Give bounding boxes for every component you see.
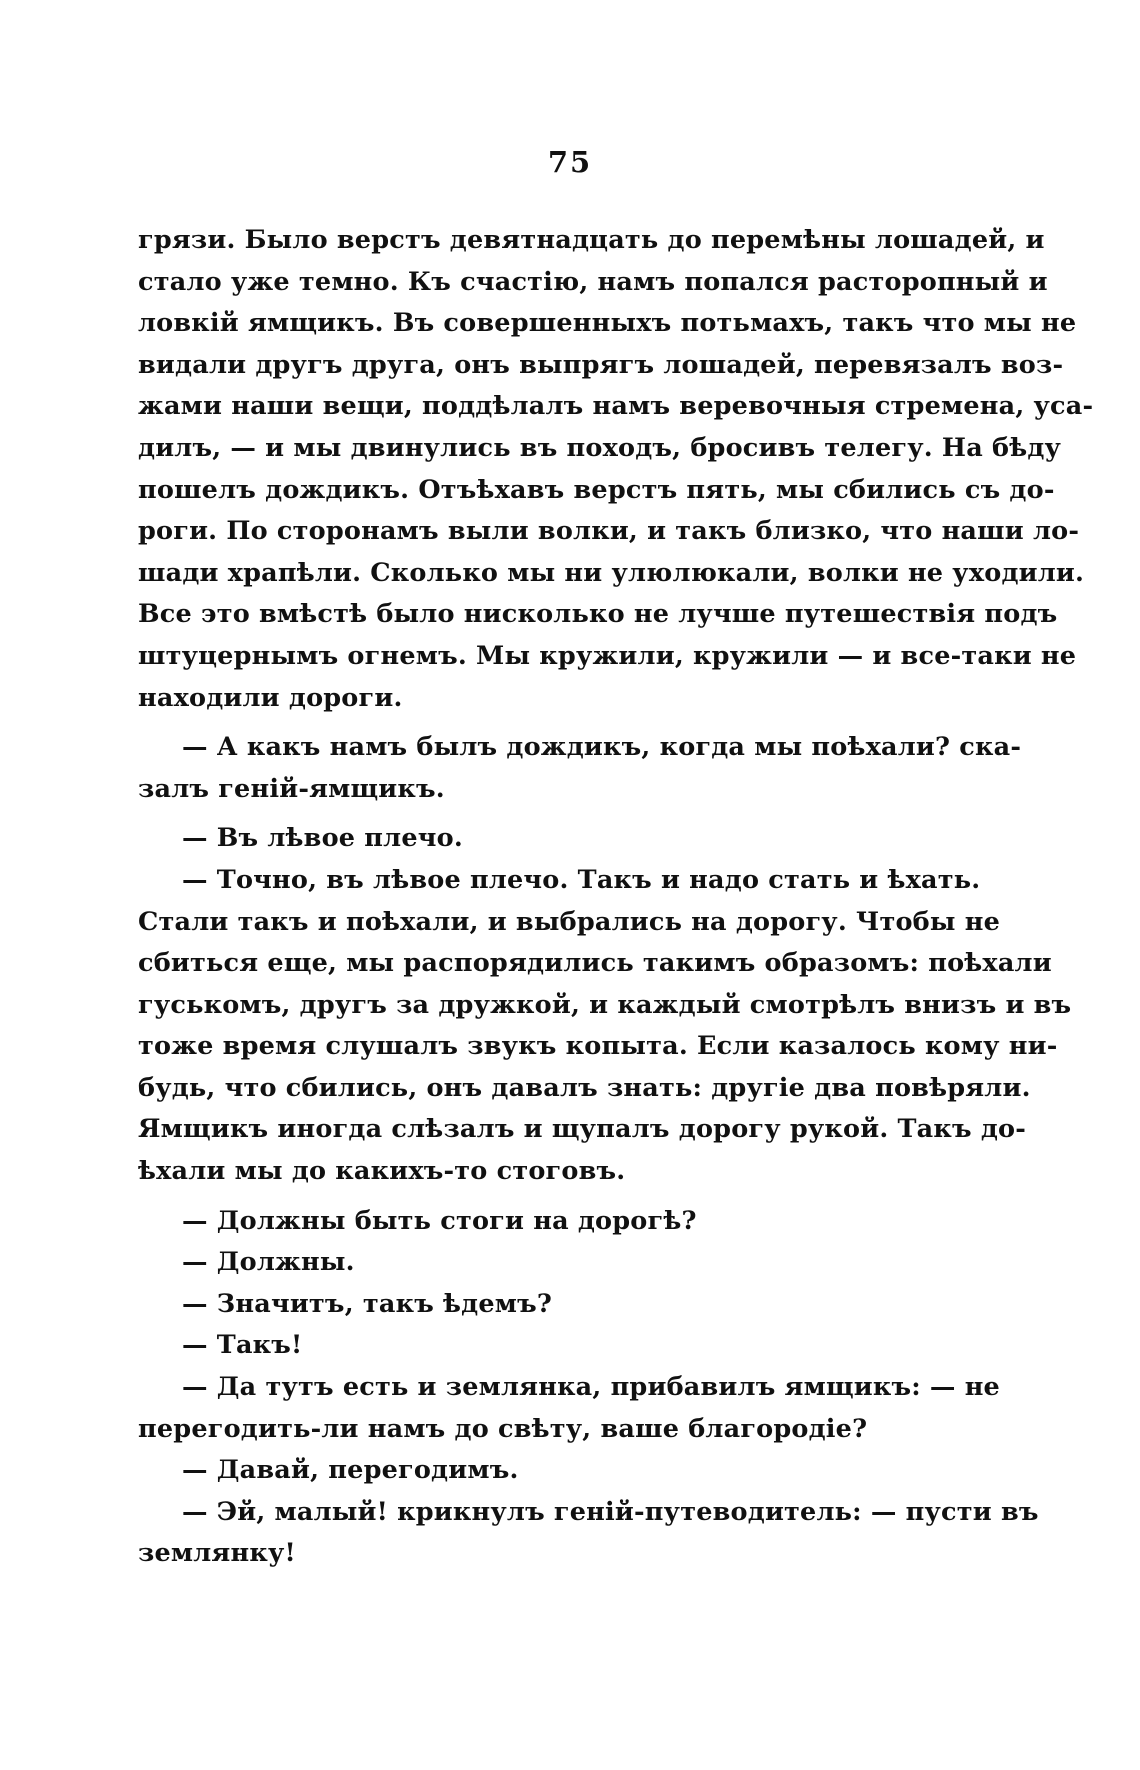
dialogue-paragraph bbox=[138, 1284, 958, 1326]
text-line: Все это вмѣстѣ было нисколько не лучше путешествія подъ bbox=[138, 599, 1058, 630]
text-line: стало уже темно. Къ счастію, намъ попался расторопный и bbox=[138, 266, 1048, 297]
dialogue-paragraph bbox=[138, 1201, 958, 1243]
text-line: ѣхали мы до какихъ-то стоговъ. bbox=[138, 1156, 626, 1187]
text-line: — Давай, перегодимъ. bbox=[182, 1455, 519, 1486]
text-line: — А какъ намъ былъ дождикъ, когда мы поѣхали? ска- bbox=[182, 732, 1022, 763]
text-line: штуцернымъ огнемъ. Мы кружили, кружили — и все-таки не bbox=[138, 640, 1077, 671]
text-line: тоже время слушалъ звукъ копыта. Если казалось кому ни- bbox=[138, 1031, 1058, 1062]
text-line: — Въ лѣвое плечо. bbox=[182, 823, 463, 854]
dialogue-paragraph bbox=[138, 1242, 958, 1284]
text-line: видали другъ друга, онъ выпрягъ лошадей, перевязалъ воз- bbox=[138, 349, 1064, 380]
text-line: роги. По сторонамъ выли волки, и такъ близко, что наши ло- bbox=[138, 516, 1080, 547]
text-line: будь, что сбились, онъ давалъ знать: другіе два повѣряли. bbox=[138, 1072, 1031, 1103]
text-line: — Эй, малый! крикнулъ геній-путеводитель: — пусти въ bbox=[182, 1496, 1039, 1527]
dialogue-paragraph bbox=[138, 860, 1072, 1193]
text-line: гуськомъ, другъ за дружкой, и каждый смотрѣлъ внизъ и въ bbox=[138, 989, 1072, 1020]
dialogue-paragraph bbox=[138, 1367, 1000, 1450]
text-line: землянку! bbox=[138, 1538, 296, 1569]
text-line: — Точно, въ лѣвое плечо. Такъ и надо стать и ѣхать. bbox=[182, 864, 981, 895]
text-line: — Должны. bbox=[182, 1247, 355, 1278]
text-line: дилъ, — и мы двинулись въ походъ, бросивъ телегу. На бѣду bbox=[138, 432, 1062, 463]
dialogue-paragraph bbox=[138, 818, 958, 860]
text-line: шади храпѣли. Сколько мы ни улюлюкали, волки не уходили. bbox=[138, 557, 1085, 588]
text-line: пошелъ дождикъ. Отъѣхавъ верстъ пять, мы сбились съ до- bbox=[138, 474, 1055, 505]
text-line: сбиться еще, мы распорядились такимъ образомъ: поѣхали bbox=[138, 948, 1052, 979]
text-line: — Должны быть стоги на дорогѣ? bbox=[182, 1205, 697, 1236]
text-line: грязи. Было верстъ девятнадцать до перемѣны лошадей, и bbox=[138, 225, 1045, 255]
dialogue-paragraph bbox=[138, 1492, 1039, 1575]
dialogue-paragraph bbox=[138, 1325, 958, 1367]
dialogue-paragraph bbox=[138, 1450, 958, 1492]
text-line: — Значитъ, такъ ѣдемъ? bbox=[182, 1288, 553, 1319]
text-line: находили дороги. bbox=[138, 682, 403, 713]
text-line: залъ геній-ямщикъ. bbox=[138, 773, 445, 804]
text-line: — Такъ! bbox=[182, 1330, 303, 1361]
dialogue-paragraph bbox=[138, 727, 1022, 810]
text-line: жами наши вещи, поддѣлалъ намъ веревочныя стремена, уса- bbox=[138, 391, 1094, 422]
text-line: — Да тутъ есть и землянка, прибавилъ ямщикъ: — не bbox=[182, 1372, 1000, 1403]
text-line: Стали такъ и поѣхали, и выбрались на дорогу. Чтобы не bbox=[138, 906, 1001, 937]
text-line: Ямщикъ иногда слѣзалъ и щупалъ дорогу рукой. Такъ до- bbox=[138, 1114, 1027, 1145]
paragraph bbox=[138, 220, 1094, 719]
body-text bbox=[138, 220, 1094, 1575]
text-line: перегодить-ли намъ до свѣту, ваше благородіе? bbox=[138, 1413, 868, 1444]
page-number: 75 bbox=[547, 145, 593, 179]
text-line: ловкій ямщикъ. Въ совершенныхъ потьмахъ, такъ что мы не bbox=[138, 308, 1077, 339]
